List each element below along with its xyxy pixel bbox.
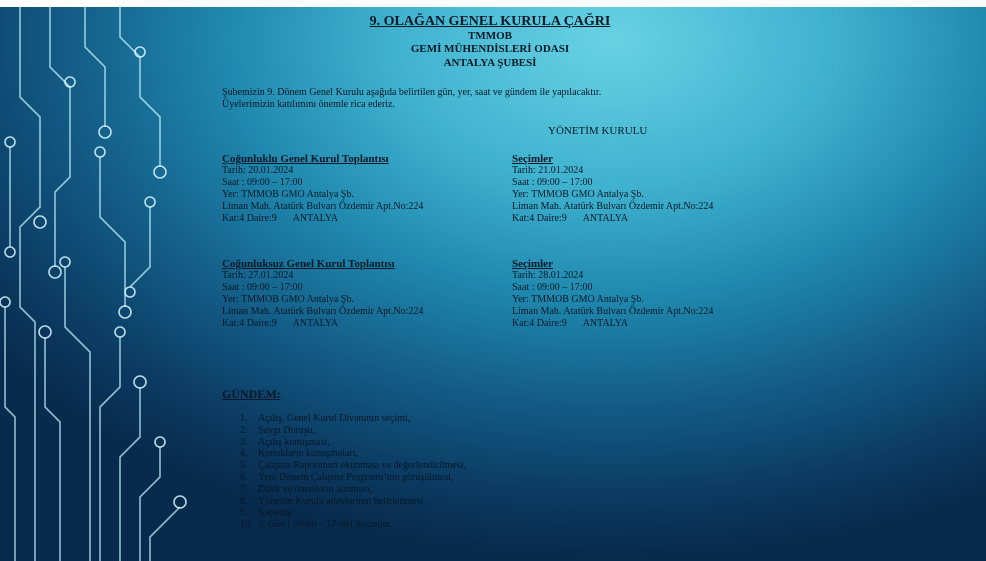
- agenda-text: 2. Gün ( 09:00 – 17:00) Seçimler.: [258, 519, 393, 531]
- meeting-time: Saat : 09:00 – 17:00: [222, 177, 303, 188]
- list-item: [240, 448, 466, 460]
- agenda-text: Açılış, Genel Kurul Divanının seçimi,: [258, 413, 411, 424]
- meeting-floor: Kat:4 Daire:9: [222, 213, 277, 224]
- list-item: [240, 425, 466, 437]
- meeting-city: ANTALYA: [292, 318, 339, 329]
- meeting-block-4: [512, 258, 812, 330]
- meeting-place: Yer: TMMOB GMO Antalya Şb.: [512, 294, 644, 305]
- meeting-address: Liman Mah. Atatürk Bulvarı Özdemir Apt.No:224: [222, 306, 424, 317]
- meeting-city: ANTALYA: [582, 213, 629, 224]
- agenda-number: 10.: [240, 519, 253, 531]
- list-item: [240, 472, 466, 484]
- board-signature: YÖNETİM KURULU: [548, 125, 648, 137]
- agenda-text: Yeni Dönem Çalışma Programı’nın görüşülmesi,: [258, 471, 454, 483]
- agenda-text: Çalışma Raporunun okunması ve değerlendirilmesi,: [258, 460, 467, 472]
- meeting-date: Tarih: 20.01.2024: [222, 165, 294, 176]
- intro-line-1: Şubemizin 9. Dönem Genel Kurulu aşağıda belirtilen gün, yer, saat ve gündem ile yapılacaktır.: [222, 87, 602, 98]
- intro-text: [222, 87, 722, 111]
- meeting-block-3: [222, 258, 522, 330]
- meeting-address: Liman Mah. Atatürk Bulvarı Özdemir Apt.No:224: [512, 201, 714, 212]
- meeting-address: Liman Mah. Atatürk Bulvarı Özdemir Apt.No:224: [512, 306, 714, 317]
- meeting-floor: Kat:4 Daire:9: [512, 318, 567, 329]
- list-item: [240, 496, 466, 508]
- meeting-place: Yer: TMMOB GMO Antalya Şb.: [222, 294, 354, 305]
- meeting-address: Liman Mah. Atatürk Bulvarı Özdemir Apt.No:224: [222, 201, 424, 212]
- meeting-date: Tarih: 27.01.2024: [222, 270, 294, 281]
- meeting-date: Tarih: 21.01.2024: [512, 165, 584, 176]
- agenda-number: 9.: [240, 507, 248, 519]
- chamber-name: GEMİ MÜHENDİSLERİ ODASI: [410, 43, 570, 55]
- intro-line-2: Üyelerimizin katılımını önemle rica ederiz.: [222, 99, 395, 110]
- page-title: 9. OLAĞAN GENEL KURULA ÇAĞRI: [369, 14, 611, 29]
- invitation-document: [0, 7, 986, 561]
- meeting-city: ANTALYA: [582, 318, 629, 329]
- agenda-number: 8.: [240, 495, 248, 507]
- meeting-floor-line: [512, 213, 812, 225]
- meeting-floor: Kat:4 Daire:9: [222, 318, 277, 329]
- list-item: [240, 437, 466, 449]
- meeting-title: Çoğunluklu Genel Kurul Toplantısı: [222, 153, 389, 165]
- agenda-number: 5.: [240, 460, 248, 472]
- agenda-number: 2.: [240, 424, 248, 436]
- agenda-number: 1.: [240, 413, 248, 424]
- meeting-floor-line: [512, 318, 812, 330]
- org-name: TMMOB: [468, 30, 512, 42]
- list-item: [240, 484, 466, 496]
- meeting-time: Saat : 09:00 – 17:00: [512, 177, 593, 188]
- agenda-list: [240, 413, 466, 531]
- meeting-floor: Kat:4 Daire:9: [512, 213, 567, 224]
- list-item: [240, 460, 466, 472]
- agenda-text: Dilek ve önerilerin alınması,: [258, 483, 373, 495]
- agenda-text: Kapanış.: [258, 507, 294, 519]
- meeting-time: Saat : 09:00 – 17:00: [512, 282, 593, 293]
- branch-name: ANTALYA ŞUBESİ: [443, 57, 537, 69]
- meeting-place: Yer: TMMOB GMO Antalya Şb.: [512, 189, 644, 200]
- meeting-title: Seçimler: [512, 258, 553, 270]
- agenda-text: Açılış konuşması,: [258, 436, 330, 448]
- list-item: [240, 519, 466, 531]
- list-item: [240, 413, 466, 425]
- meeting-floor-line: [222, 318, 522, 330]
- agenda-title: GÜNDEM:: [222, 387, 281, 401]
- meeting-city: ANTALYA: [292, 213, 339, 224]
- agenda-text: Yönetim Kurulu adaylarının belirlenmesi,: [258, 495, 426, 507]
- agenda-text: Saygı Duruşu,: [258, 424, 316, 436]
- meeting-title: Seçimler: [512, 153, 553, 165]
- agenda-number: 7.: [240, 483, 248, 495]
- meeting-date: Tarih: 28.01.2024: [512, 270, 584, 281]
- meeting-block-1: [222, 153, 522, 225]
- meeting-title: Çoğunluksuz Genel Kurul Toplantısı: [222, 258, 395, 270]
- agenda-number: 3.: [240, 436, 248, 448]
- agenda-text: Konukların konuşmaları,: [258, 448, 358, 460]
- agenda-number: 6.: [240, 471, 248, 483]
- agenda-number: 4.: [240, 448, 248, 460]
- list-item: [240, 507, 466, 519]
- meeting-time: Saat : 09:00 – 17:00: [222, 282, 303, 293]
- meeting-place: Yer: TMMOB GMO Antalya Şb.: [222, 189, 354, 200]
- meeting-floor-line: [222, 213, 522, 225]
- meeting-block-2: [512, 153, 812, 225]
- slide: [0, 7, 986, 561]
